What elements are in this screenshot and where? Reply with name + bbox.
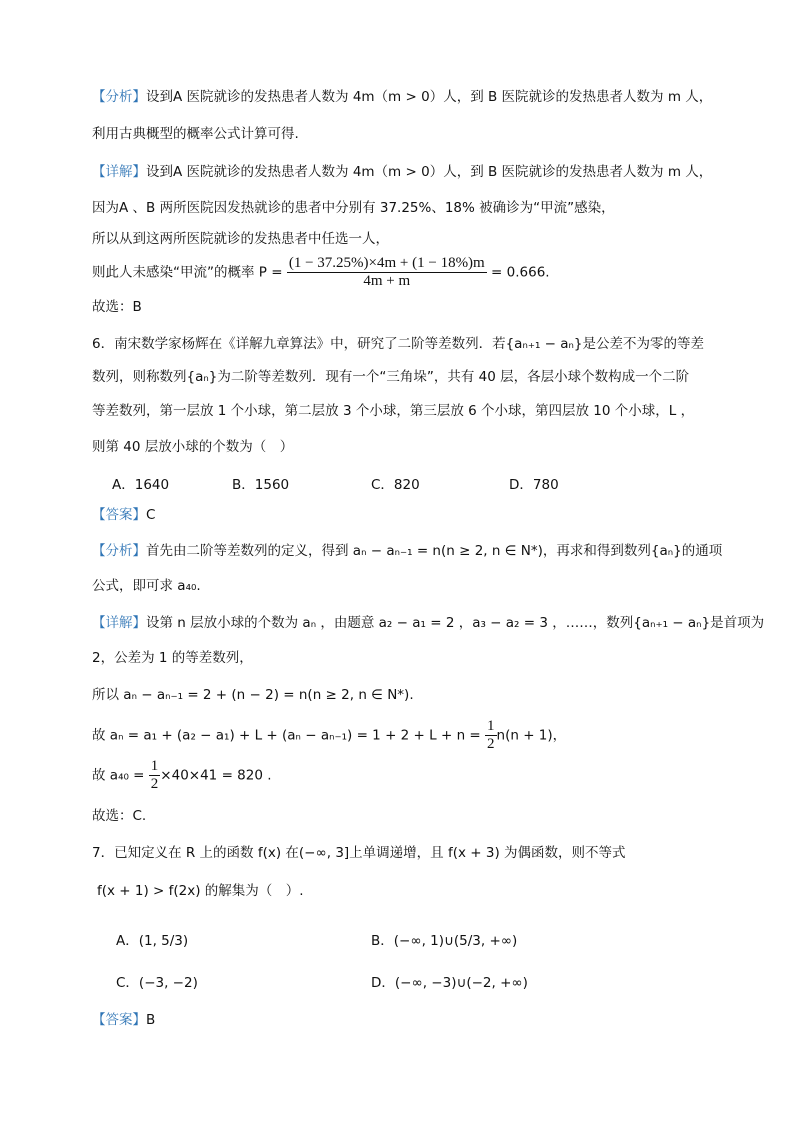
q7-answer-value: B bbox=[146, 1012, 156, 1028]
fraction-numerator: 1 bbox=[487, 718, 495, 734]
q6-sum-suffix: n(n + 1)， bbox=[496, 727, 567, 744]
q7-stem-line1: 7．已知定义在 R 上的函数 f(x) 在(−∞, 3]上单调递增，且 f(x + 3) 为偶函数，则不等式 bbox=[92, 845, 626, 861]
q5-detail bbox=[92, 163, 712, 181]
fraction-numerator: (1 − 37.25%)×4m + (1 − 18%)m bbox=[288, 255, 485, 271]
q5-analysis-text: 设到A 医院就诊的发热患者人数为 4m（m > 0）人，到 B 医院就诊的发热患者人数为 m 人， bbox=[146, 89, 713, 105]
q5-analysis bbox=[92, 88, 712, 106]
fraction-numerator: 1 bbox=[150, 758, 159, 774]
detail-tag: 【详解】 bbox=[92, 164, 146, 180]
answer-tag: 【答案】 bbox=[92, 1012, 146, 1028]
q7-option-d: D．(−∞, −3)∪(−2, +∞) bbox=[371, 975, 528, 991]
q6-stem-line4: 则第 40 层放小球的个数为（ ） bbox=[92, 439, 294, 455]
q7-option-b: B．(−∞, 1)∪(5/3, +∞) bbox=[371, 933, 518, 949]
q6-analysis-text: 首先由二阶等差数列的定义，得到 aₙ − aₙ₋₁ = n(n ≥ 2, n ∈ N*)，再求和得到数列{aₙ}的通项 bbox=[146, 543, 723, 559]
q5-choice: 故选：B bbox=[92, 299, 142, 315]
q7-answer bbox=[92, 1011, 155, 1029]
q6-option-c: C．820 bbox=[371, 477, 420, 493]
q5-detail-line3: 所以从到这两所医院就诊的发热患者中任选一人， bbox=[92, 231, 389, 247]
q6-answer-value: C bbox=[146, 507, 156, 523]
detail-tag: 【详解】 bbox=[92, 615, 146, 631]
q6-detail-line3: 所以 aₙ − aₙ₋₁ = 2 + (n − 2) = n(n ≥ 2, n ∈ N*). bbox=[92, 687, 414, 703]
q6-detail-line2: 2，公差为 1 的等差数列， bbox=[92, 650, 253, 666]
q6-option-b: B．1560 bbox=[232, 477, 290, 493]
fraction-denominator: 2 bbox=[487, 736, 495, 752]
q6-choice: 故选：C. bbox=[92, 808, 147, 824]
q5-analysis-line2: 利用古典概型的概率公式计算可得. bbox=[92, 126, 299, 142]
q6-stem-line3: 等差数列，第一层放 1 个小球，第二层放 3 个小球，第三层放 6 个小球，第四层放 10 个小球，L ， bbox=[92, 403, 695, 419]
q6-a40-suffix: ×40×41 = 820 . bbox=[160, 767, 272, 784]
q7-option-c: C．(−3, −2) bbox=[116, 975, 198, 991]
analysis-tag: 【分析】 bbox=[92, 543, 146, 559]
q7-option-a: A．(1, 5/3) bbox=[116, 933, 189, 949]
answer-tag: 【答案】 bbox=[92, 507, 146, 523]
q6-analysis bbox=[92, 542, 722, 560]
q6-analysis-line2: 公式，即可求 a₄₀. bbox=[92, 578, 201, 594]
q5-fraction bbox=[287, 255, 487, 290]
q5-probability-line bbox=[92, 255, 550, 290]
half-fraction bbox=[149, 758, 161, 793]
q6-stem-line1: 6．南宋数学家杨辉在《详解九章算法》中，研究了二阶等差数列．若{aₙ₊₁ − aₙ}是公差不为零的等差 bbox=[92, 336, 705, 352]
q5-prob-prefix: 则此人未感染“甲流”的概率 P = bbox=[92, 264, 283, 281]
fraction-denominator: 4m + m bbox=[363, 273, 411, 289]
analysis-tag: 【分析】 bbox=[92, 89, 146, 105]
q5-detail-line2: 因为A 、B 两所医院因发热就诊的患者中分别有 37.25%、18% 被确诊为“甲流”感染， bbox=[92, 200, 615, 216]
q6-detail bbox=[92, 614, 764, 632]
q6-stem-line2: 数列，则称数列{aₙ}为二阶等差数列．现有一个“三角垛”，共有 40 层，各层小球个数构成一个二阶 bbox=[92, 369, 690, 385]
fraction-denominator: 2 bbox=[150, 776, 159, 792]
q6-sum-prefix: 故 aₙ = a₁ + (a₂ − a₁) + L + (aₙ − aₙ₋₁) = 1 + 2 + L + n = bbox=[92, 727, 481, 744]
half-fraction bbox=[485, 718, 497, 753]
q7-stem-line2: f(x + 1) > f(2x) 的解集为（ ）. bbox=[97, 883, 304, 899]
q6-detail-line5 bbox=[92, 758, 272, 793]
q6-option-a: A．1640 bbox=[112, 477, 170, 493]
q5-prob-result: = 0.666. bbox=[491, 264, 550, 281]
q6-answer bbox=[92, 506, 155, 524]
q6-detail-text: 设第 n 层放小球的个数为 aₙ ，由题意 a₂ − a₁ = 2 ，a₃ − a₂ = 3 ，……，数列{aₙ₊₁ − aₙ}是首项为 bbox=[146, 615, 765, 631]
q6-a40-prefix: 故 a₄₀ = bbox=[92, 767, 145, 784]
q5-detail-text: 设到A 医院就诊的发热患者人数为 4m（m > 0）人，到 B 医院就诊的发热患者人数为 m 人， bbox=[146, 164, 713, 180]
q6-option-d: D．780 bbox=[509, 477, 559, 493]
q6-detail-line4 bbox=[92, 718, 566, 753]
